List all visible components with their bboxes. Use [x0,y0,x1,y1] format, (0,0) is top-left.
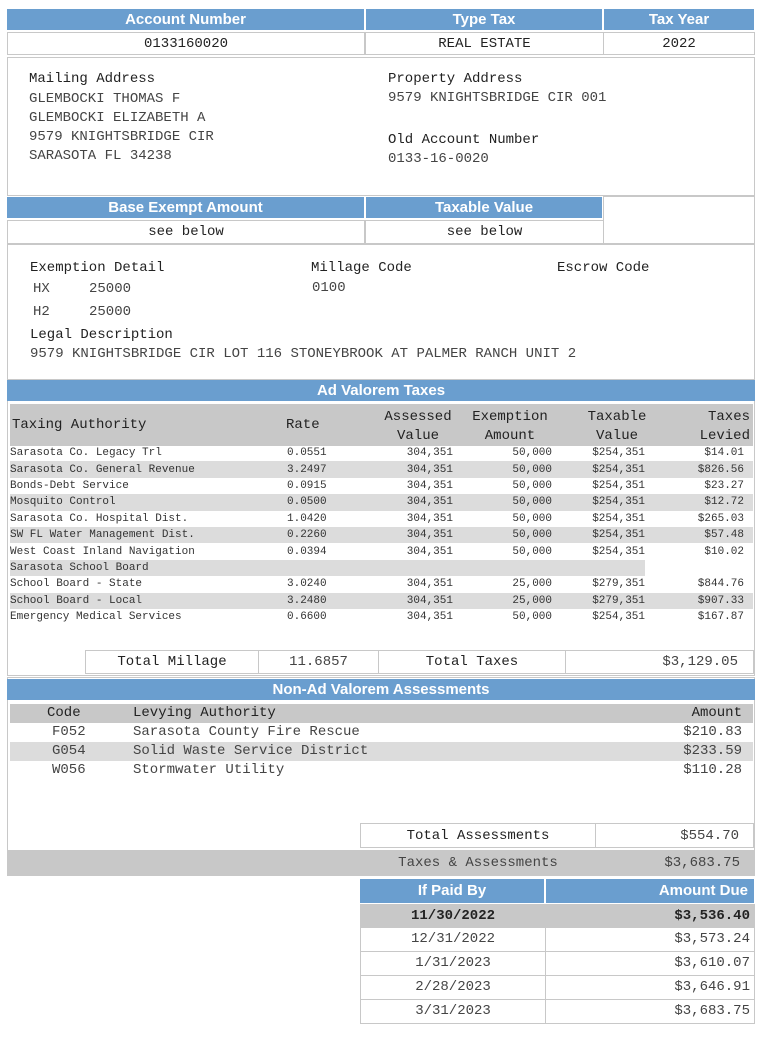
millage-code-label: Millage Code [311,260,412,276]
if-paid-by-header: If Paid By [360,879,544,903]
cell-taxable: $254,351 [592,512,645,525]
nav-authority: Sarasota County Fire Rescue [133,724,360,740]
tax-year-header: Tax Year [604,9,754,30]
non-ad-valorem-title: Non-Ad Valorem Assessments [7,679,755,700]
cell-exemption: 25,000 [453,593,552,609]
cell-exemption: 50,000 [453,494,552,510]
total-millage-label: Total Millage [85,650,259,674]
cell-taxable: $254,351 [592,479,645,492]
mailing-address-lines [29,90,214,166]
nav-authority: Solid Waste Service District [133,743,369,759]
cell-assessed: 304,351 [406,611,453,624]
nav-amount: $233.59 [683,743,742,759]
col-exemption-line1: Exemption [472,409,548,425]
cell-assessed: 304,351 [406,578,453,591]
pay-amount: $3,536.40 [545,904,755,928]
type-tax-header: Type Tax [366,9,602,30]
cell-authority: Sarasota School Board [10,560,287,576]
col-levied-line1: Taxes [707,409,750,425]
cell-authority: Bonds-Debt Service [10,479,129,492]
cell-rate: 0.6600 [287,611,327,624]
cell-levied: $57.48 [645,527,753,543]
col-assessed-line1: Assessed [384,409,452,425]
taxable-value-value: see below [365,220,604,244]
col-taxable-line1: Taxable [587,409,647,425]
col-amount: Amount [691,705,742,721]
account-number-header: Account Number [7,9,364,30]
table-row [10,576,753,592]
cell-authority: Emergency Medical Services [10,611,182,624]
pay-date: 3/31/2023 [360,999,546,1024]
exemption-amount: 25000 [89,304,132,320]
ad-valorem-table [10,445,753,625]
cell-assessed: 304,351 [367,527,453,543]
old-account-label: Old Account Number [388,132,540,148]
cell-levied: $167.87 [697,611,744,624]
type-tax-value: REAL ESTATE [365,32,604,55]
table-row [10,461,753,477]
millage-code-value: 0100 [312,280,346,296]
table-row [10,445,753,461]
cell-taxable: $254,351 [552,494,645,510]
cell-rate: 3.0240 [287,578,327,591]
mailing-address-label: Mailing Address [29,71,156,87]
cell-exemption: 50,000 [453,461,552,477]
cell-assessed [367,560,453,576]
cell-authority: Mosquito Control [10,494,287,510]
col-taxes-levied [660,408,750,446]
exempt-spacer [603,196,755,244]
cell-assessed: 304,351 [406,545,453,558]
pay-date: 12/31/2022 [360,927,546,952]
old-account-value: 0133-16-0020 [388,151,489,167]
cell-exemption: 50,000 [512,545,552,558]
pay-amount: $3,610.07 [545,951,755,976]
col-levied-line2: Levied [699,428,750,444]
cell-assessed: 304,351 [406,512,453,525]
mailing-line: 9579 KNIGHTSBRIDGE CIR [29,129,214,145]
cell-levied: $23.27 [704,479,744,492]
pay-date: 1/31/2023 [360,951,546,976]
cell-rate: 0.0394 [287,545,327,558]
cell-levied: $14.01 [704,447,744,460]
cell-rate: 1.0420 [287,512,327,525]
col-rate: Rate [286,417,320,433]
nav-authority: Stormwater Utility [133,762,285,778]
cell-exemption: 25,000 [512,578,552,591]
mailing-line: GLEMBOCKI ELIZABETH A [29,110,206,126]
cell-authority: Sarasota Co. General Revenue [10,461,287,477]
taxes-assessments-label: Taxes & Assessments [398,855,558,871]
base-exempt-header: Base Exempt Amount [7,197,364,218]
cell-exemption: 50,000 [512,611,552,624]
cell-levied: $907.33 [645,593,753,609]
total-assessments-label: Total Assessments [360,823,596,848]
table-row [10,593,753,609]
col-taxing-authority: Taxing Authority [12,417,147,433]
pay-amount: $3,646.91 [545,975,755,1000]
nav-amount: $210.83 [683,724,742,740]
ad-valorem-title: Ad Valorem Taxes [7,380,755,401]
total-millage-value: 11.6857 [258,650,379,674]
cell-assessed: 304,351 [406,447,453,460]
table-row [10,478,753,494]
cell-assessed: 304,351 [367,593,453,609]
pay-amount: $3,573.24 [545,927,755,952]
legal-description-value: 9579 KNIGHTSBRIDGE CIR LOT 116 STONEYBROOK AT PALMER RANCH UNIT 2 [30,346,577,362]
mailing-line: GLEMBOCKI THOMAS F [29,91,181,107]
exemption-code: HX [33,281,50,297]
cell-exemption: 50,000 [512,447,552,460]
cell-authority: Sarasota Co. Legacy Trl [10,447,162,460]
cell-levied: $265.03 [697,512,744,525]
cell-taxable [552,560,645,576]
cell-taxable: $279,351 [552,593,645,609]
exemption-detail-label: Exemption Detail [30,260,165,276]
col-code: Code [47,705,81,721]
cell-rate: 3.2497 [287,461,367,477]
cell-authority: School Board - State [10,578,143,591]
cell-authority: School Board - Local [10,593,287,609]
cell-levied: $10.02 [704,545,744,558]
cell-authority: West Coast Inland Navigation [10,545,195,558]
cell-levied [645,560,753,576]
nav-amount: $110.28 [683,762,742,778]
legal-description-label: Legal Description [30,327,173,343]
cell-rate: 0.0915 [287,479,327,492]
col-assessed-value [368,408,468,446]
exemption-amount: 25000 [89,281,132,297]
cell-levied: $12.72 [645,494,753,510]
cell-rate [287,560,367,576]
exemption-code: H2 [33,304,50,320]
cell-taxable: $254,351 [552,461,645,477]
total-taxes-label: Total Taxes [378,650,566,674]
table-row [10,527,753,543]
table-row [10,609,753,625]
property-address-value: 9579 KNIGHTSBRIDGE CIR 001 [388,90,607,106]
cell-exemption: 50,000 [512,512,552,525]
cell-taxable: $279,351 [592,578,645,591]
cell-levied: $844.76 [697,578,744,591]
cell-assessed: 304,351 [406,479,453,492]
cell-assessed: 304,351 [367,461,453,477]
cell-taxable: $254,351 [592,545,645,558]
escrow-code-label: Escrow Code [557,260,650,276]
cell-taxable: $254,351 [592,447,645,460]
mailing-line: SARASOTA FL 34238 [29,148,172,164]
cell-exemption: 50,000 [512,479,552,492]
cell-taxable: $254,351 [592,611,645,624]
pay-date: 2/28/2023 [360,975,546,1000]
account-number-value: 0133160020 [7,32,365,55]
pay-amount: $3,683.75 [545,999,755,1024]
property-address-label: Property Address [388,71,523,87]
table-row [10,511,753,527]
taxable-value-header: Taxable Value [366,197,602,218]
table-row [10,560,753,576]
tax-year-value: 2022 [603,32,755,55]
nav-code: W056 [52,762,86,778]
total-taxes-value: $3,129.05 [565,650,754,674]
col-exemption-line2: Amount [484,428,536,444]
col-levying-authority: Levying Authority [133,705,276,721]
col-taxable-line2: Value [595,428,638,444]
cell-exemption: 50,000 [453,527,552,543]
col-taxable-value [567,408,667,446]
table-row [10,494,753,510]
cell-authority: SW FL Water Management Dist. [10,527,287,543]
cell-taxable: $254,351 [552,527,645,543]
base-exempt-value: see below [7,220,365,244]
cell-exemption [453,560,552,576]
cell-authority: Sarasota Co. Hospital Dist. [10,512,189,525]
taxes-assessments-value: $3,683.75 [664,855,740,871]
total-assessments-value: $554.70 [595,823,754,848]
cell-rate: 0.0551 [287,447,327,460]
table-row [10,543,753,559]
nav-code: G054 [52,743,86,759]
nav-code: F052 [52,724,86,740]
cell-rate: 0.2260 [287,527,367,543]
amount-due-header: Amount Due [546,879,754,903]
col-exemption-amount [460,408,560,446]
pay-date: 11/30/2022 [360,904,546,928]
cell-rate: 3.2480 [287,593,367,609]
col-assessed-line2: Value [396,428,439,444]
cell-levied: $826.56 [645,461,753,477]
cell-rate: 0.0500 [287,494,367,510]
cell-assessed: 304,351 [367,494,453,510]
